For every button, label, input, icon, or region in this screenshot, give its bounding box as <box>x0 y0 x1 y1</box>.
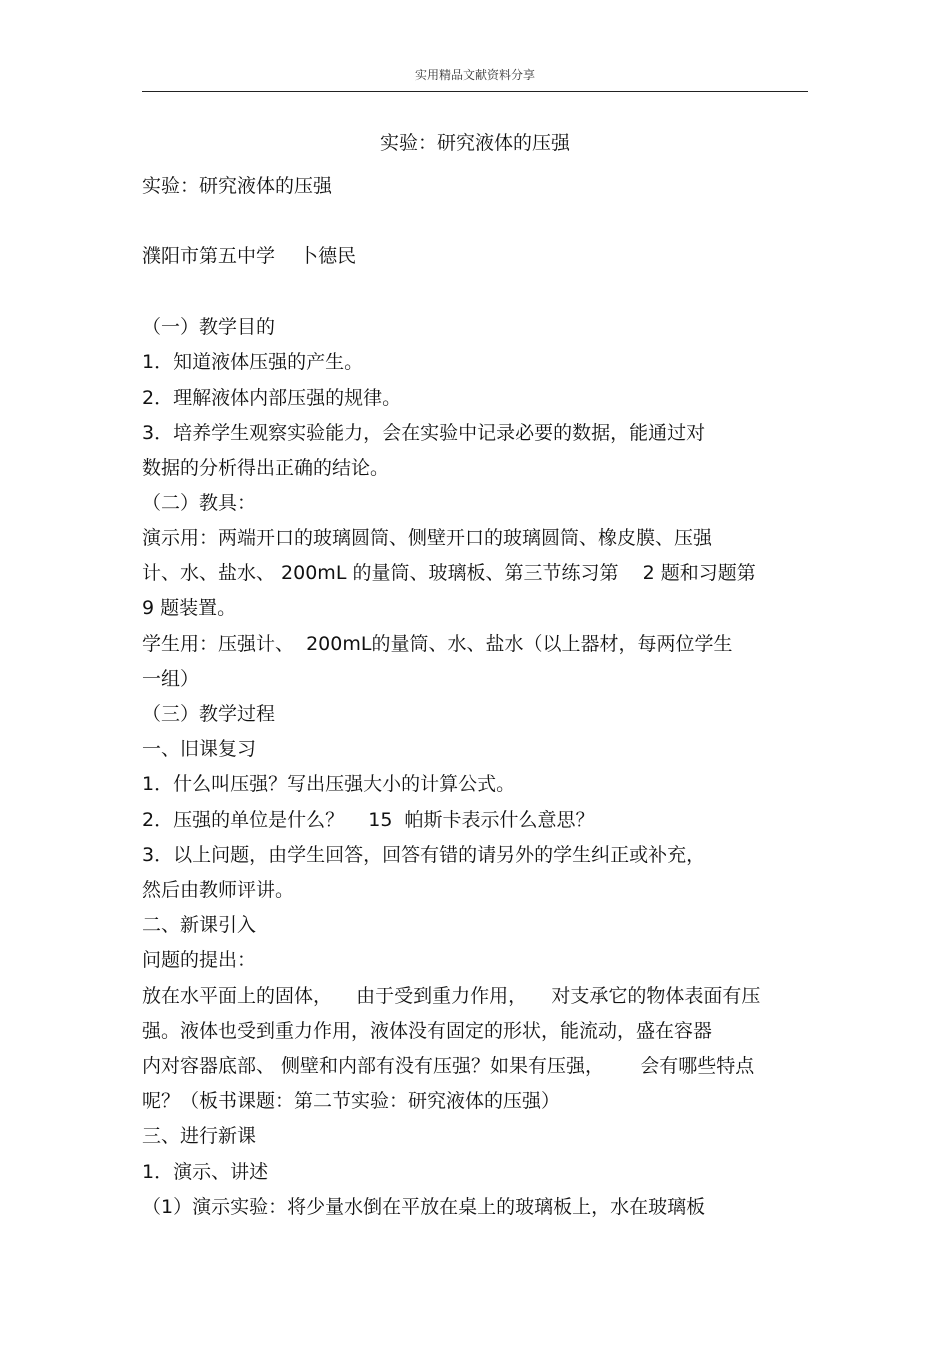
body-line: 演示用：两端开口的玻璃圆筒、侧壁开口的玻璃圆筒、橡皮膜、压强 <box>142 527 713 549</box>
body-line: （1）演示实验：将少量水倒在平放在桌上的玻璃板上，水在玻璃板 <box>142 1196 706 1218</box>
subtitle-line: 实验：研究液体的压强 <box>142 175 333 197</box>
body-line: 2．理解液体内部压强的规律。 <box>142 387 402 409</box>
body-line: 计、水、盐水、 200mL 的量筒、玻璃板、第三节练习第 2 题和习题第 <box>142 562 756 584</box>
body-line: 数据的分析得出正确的结论。 <box>142 457 390 479</box>
body-line: 1．演示、讲述 <box>142 1161 269 1183</box>
body-line: 3．培养学生观察实验能力，会在实验中记录必要的数据，能通过对 <box>142 422 706 444</box>
body-line: 放在水平面上的固体， 由于受到重力作用， 对支承它的物体表面有压 <box>142 985 761 1007</box>
document-title: 实验：研究液体的压强 <box>379 132 570 154</box>
body-line: 3．以上问题，由学生回答，回答有错的请另外的学生纠正或补充， <box>142 844 706 866</box>
body-line: 9 题装置。 <box>142 597 237 619</box>
body-line: 然后由教师评讲。 <box>142 879 295 901</box>
body-line: 一组） <box>142 668 200 690</box>
body-line: 强。液体也受到重力作用，液体没有固定的形状，能流动，盛在容器 <box>142 1020 713 1042</box>
body-line: 呢？（板书课题：第二节实验：研究液体的压强） <box>142 1090 561 1112</box>
body-line: 1．什么叫压强？写出压强大小的计算公式。 <box>142 773 516 795</box>
body-line: 问题的提出： <box>142 949 257 971</box>
author-line: 濮阳市第五中学 卜德民 <box>142 245 357 267</box>
header-divider <box>142 91 808 92</box>
section-heading: （二）教具： <box>142 492 257 514</box>
section-heading: 三、进行新课 <box>142 1125 257 1147</box>
section-heading: 一、旧课复习 <box>142 738 257 760</box>
running-head: 实用精品文献资料分享 <box>414 68 535 82</box>
section-heading: 二、新课引入 <box>142 914 257 936</box>
section-heading: （一）教学目的 <box>142 316 276 338</box>
body-line: 内对容器底部、 侧壁和内部有没有压强？如果有压强， 会有哪些特点 <box>142 1055 755 1077</box>
section-heading: （三）教学过程 <box>142 703 276 725</box>
body-line: 2．压强的单位是什么？ 15 帕斯卡表示什么意思？ <box>142 809 595 831</box>
body-line: 1．知道液体压强的产生。 <box>142 351 364 373</box>
body-line: 学生用：压强计、 200mL的量筒、水、盐水（以上器材，每两位学生 <box>142 633 733 655</box>
